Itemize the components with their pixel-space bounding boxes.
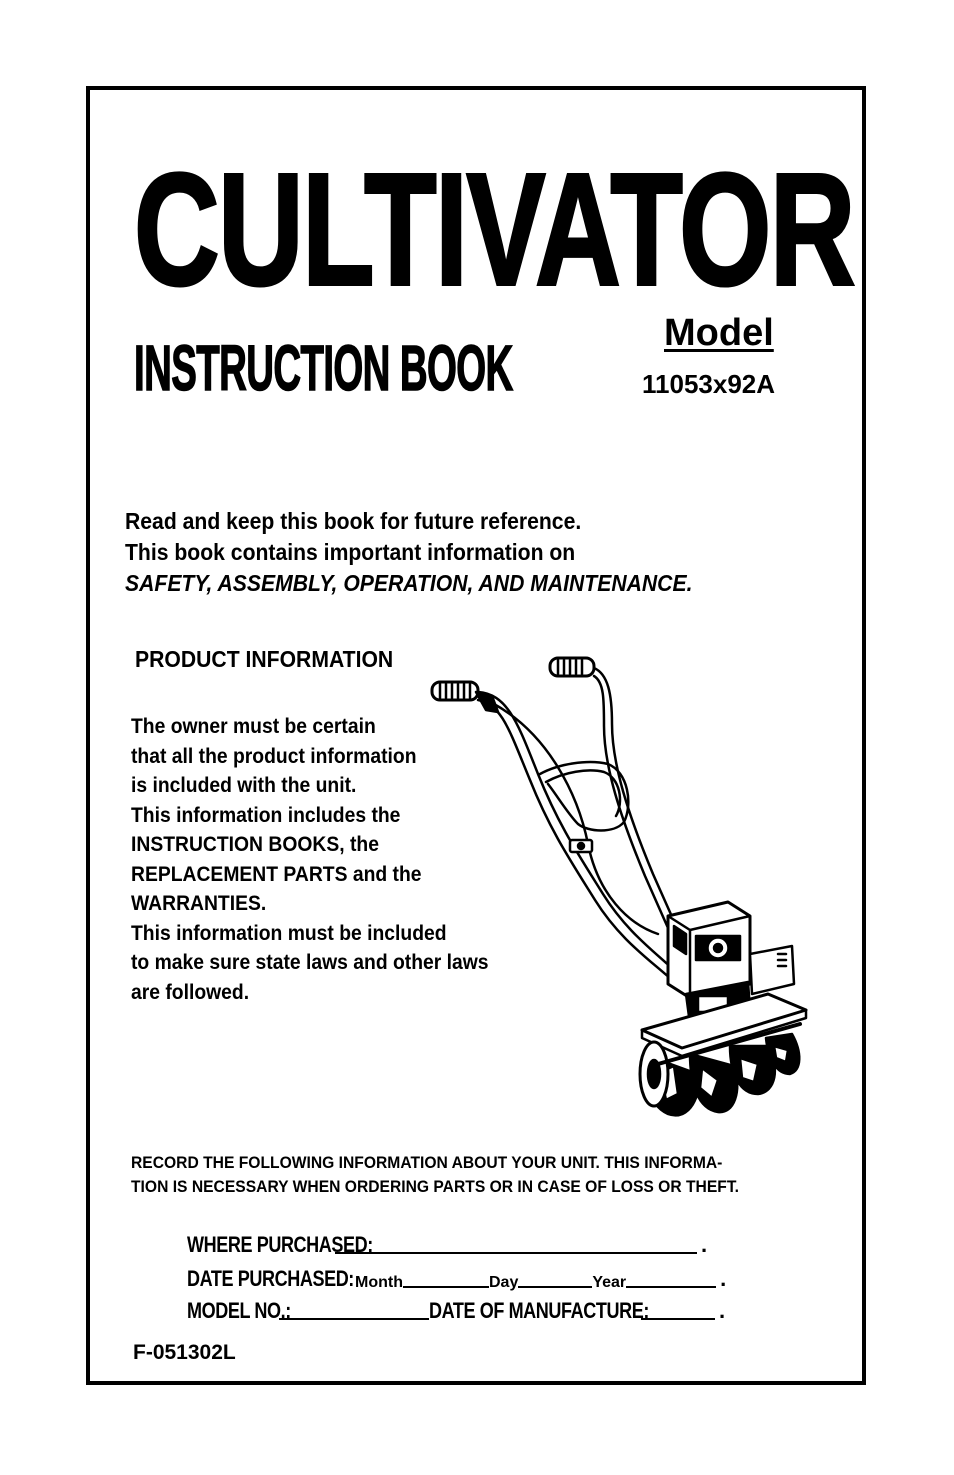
where-purchased-label: WHERE PURCHASED: [187,1232,373,1257]
where-purchased-field[interactable] [335,1252,697,1254]
product-info-line: that all the product information [131,744,417,768]
product-info-line: REPLACEMENT PARTS and the [131,862,422,886]
where-purchased-row [187,1228,707,1258]
date-purchased-row [187,1262,726,1292]
form-period: . [701,1232,708,1257]
year-field[interactable] [626,1286,716,1288]
product-info-line: This information includes the [131,803,401,827]
date-of-manufacture-field[interactable] [641,1318,715,1320]
product-info-heading: PRODUCT INFORMATION [135,646,394,672]
model-number: 11053x92A [642,369,776,399]
form-code: F-051302L [133,1341,236,1364]
intro-topics: SAFETY, ASSEMBLY, OPERATION, AND MAINTENANCE. [125,570,693,596]
day-field[interactable] [518,1286,592,1288]
product-info-line: INSTRUCTION BOOKS, the [131,833,379,856]
model-no-row [187,1294,725,1324]
model-label: Model [664,312,774,354]
product-info-line: are followed. [131,980,250,1004]
cultivator-illustration-icon [428,654,808,1124]
cover-title: CULTIVATOR [134,140,854,320]
product-info-line: is included with the unit. [131,774,357,797]
year-label: Year [592,1274,627,1291]
record-notice [131,1151,739,1199]
form-period: . [719,1298,726,1323]
date-of-manufacture-label: DATE OF MANUFACTURE: [429,1298,649,1323]
left-grip-icon [432,682,478,700]
record-line: TION IS NECESSARY WHEN ORDERING PARTS OR IN CASE OF LOSS OR THEFT. [131,1177,739,1196]
month-field[interactable] [403,1286,489,1288]
intro-block [125,506,692,599]
month-label: Month [355,1274,403,1291]
intro-line: This book contains important information on [125,539,576,565]
product-info-line: to make sure state laws and other laws [131,951,489,974]
product-info-line: WARRANTIES. [131,892,267,915]
date-purchased-label: DATE PURCHASED: [187,1266,354,1291]
product-info-line: The owner must be certain [131,715,376,738]
intro-line: Read and keep this book for future reference. [125,508,582,534]
record-line: RECORD THE FOLLOWING INFORMATION ABOUT YOUR UNIT. THIS INFORMA- [131,1153,723,1172]
right-grip-icon [550,658,594,676]
product-info-line: This information must be included [131,921,447,945]
day-label: Day [488,1274,519,1291]
form-period: . [720,1266,727,1291]
model-no-label: MODEL NO.: [187,1298,291,1323]
cover-subtitle: INSTRUCTION BOOK [134,332,513,404]
model-no-field[interactable] [279,1318,429,1320]
